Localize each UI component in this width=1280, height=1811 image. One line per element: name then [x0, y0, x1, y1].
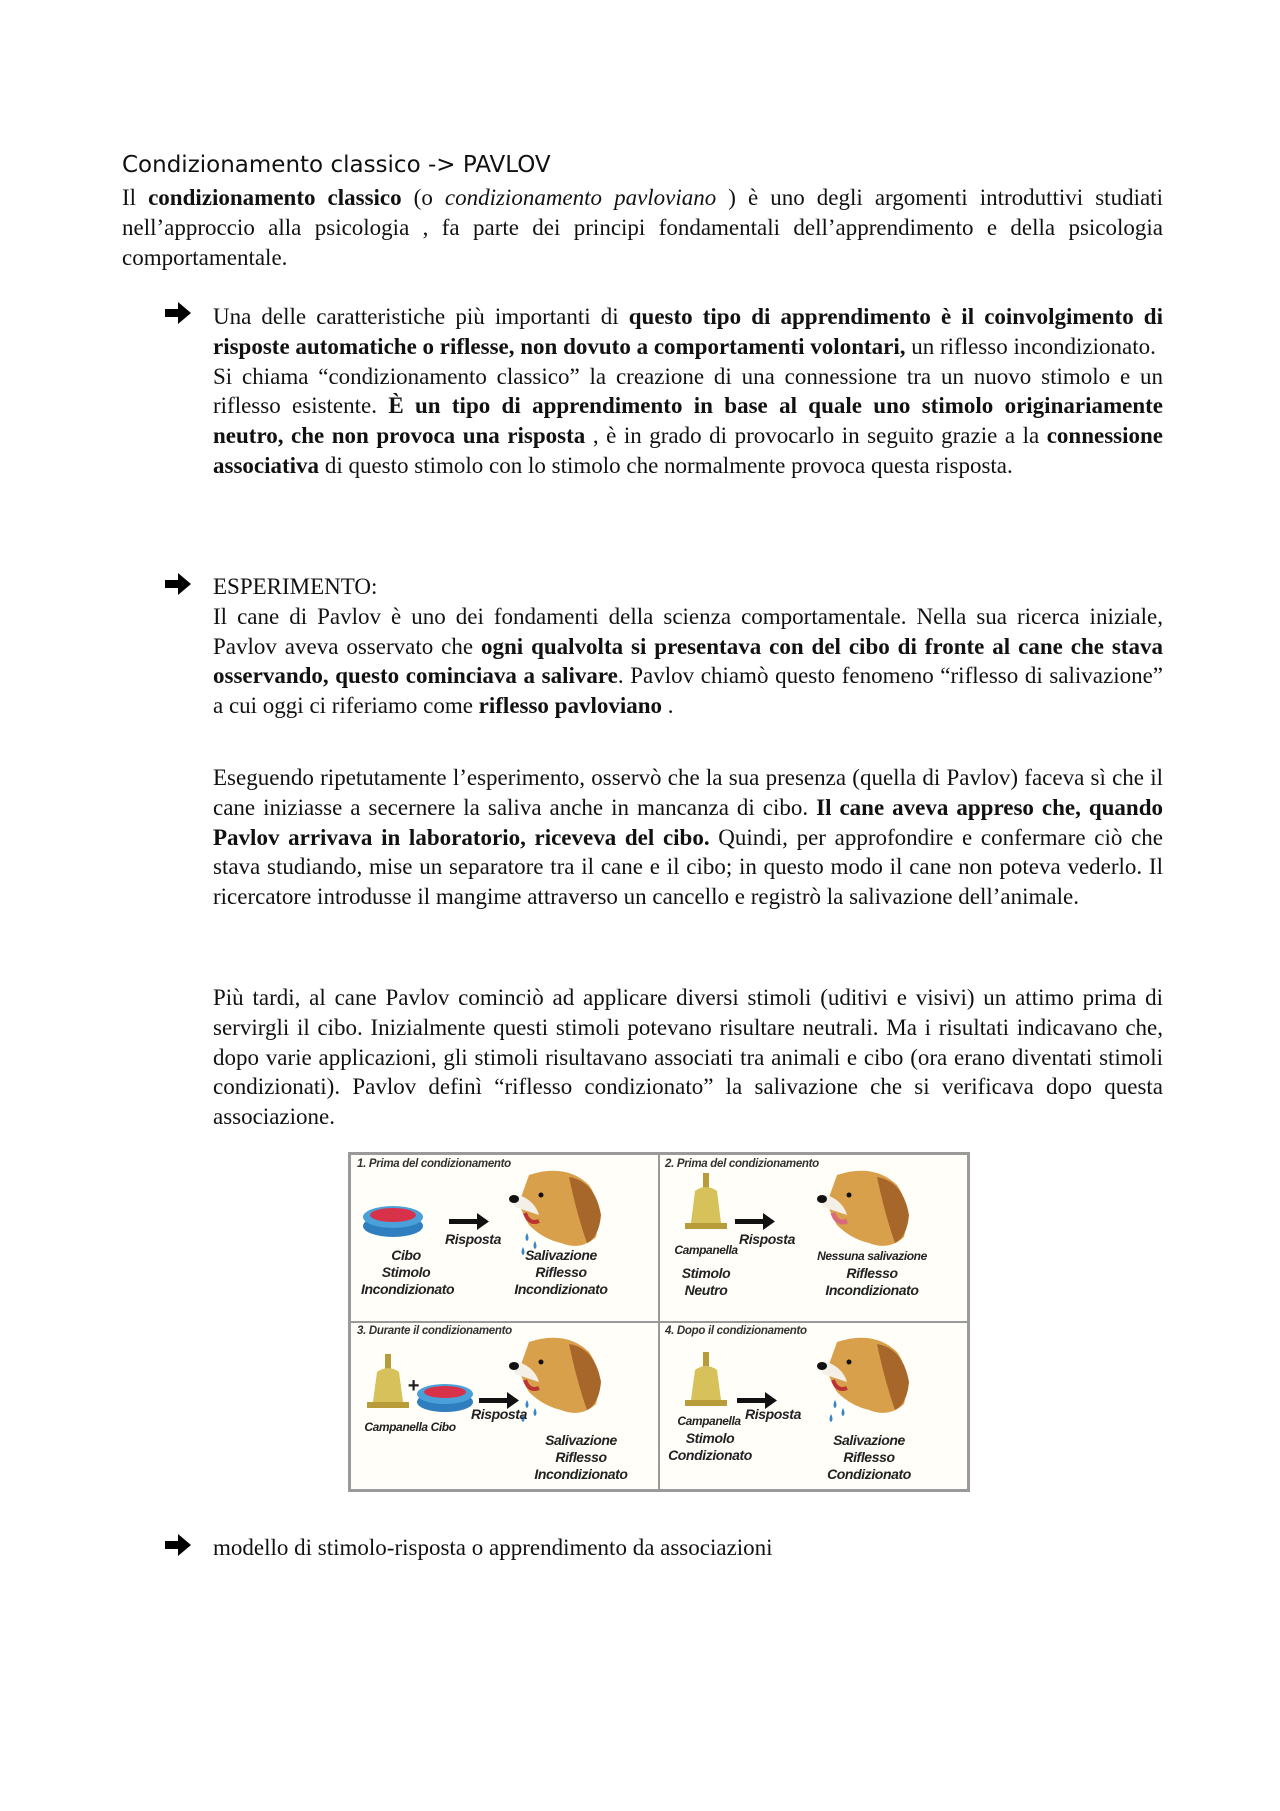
panel-3	[351, 1322, 659, 1489]
text: Eseguendo ripetutamente l’esperimento, osservò che la sua presenza (quella di Pavlov) faceva sì che il cane iniziasse a secernere la saliva anche in mancanza di cibo.	[213, 765, 1163, 820]
bold-text: connessione associativa	[213, 423, 1163, 478]
text: .	[662, 693, 674, 719]
panel-title: 2. Prima del condizionamento	[665, 1158, 819, 1170]
bell-icon	[367, 1354, 409, 1408]
text: (o	[401, 185, 445, 210]
text: Riflesso	[555, 1449, 607, 1465]
arrow-label: Risposta	[739, 1231, 795, 1247]
text: Stimolo	[381, 1264, 431, 1280]
text: Condizionato	[827, 1466, 911, 1482]
text: Riflesso	[535, 1264, 587, 1280]
page-title: Condizionamento classico -> PAVLOV	[122, 152, 551, 178]
text: Riflesso	[843, 1449, 895, 1465]
experiment-paragraph-3: Più tardi, al cane Pavlov cominciò ad applicare diversi stimoli (uditivi e visivi) un attimo prima di servirgli il cibo. Inizialmente questi stimoli potevano risultare neutrali. Ma i risultati indicavano che, dopo varie applicazioni, gli stimoli risultavano associati tra animali e cibo (ora erano diventati stimoli condizionati). Pavlov definì “riflesso condizionato” la salivazione che si verificava dopo questa associazione.	[213, 985, 1163, 1130]
response-label	[819, 1432, 919, 1483]
experiment-heading: ESPERIMENTO:	[213, 574, 378, 599]
intro-paragraph	[122, 183, 1163, 272]
text: Il cane di Pavlov è uno dei fondamenti della scienza comportamentale. Nella sua ricerca iniziale, Pavlov aveva osservato che	[213, 603, 1163, 659]
arrow-label: Risposta	[745, 1406, 801, 1422]
panel-4	[659, 1322, 967, 1489]
plus-sign: +	[407, 1375, 419, 1397]
bold-text: È un tipo di apprendimento in base al quale uno stimolo originariamente neutro, che non provoca una risposta	[213, 393, 1163, 449]
text: Quindi, per approfondire e confermare ciò che stava studiando, mise un separatore tra il cane e il cibo; in questo modo il cane non poteva vederlo. Il ricercatore introdusse il mangime attraverso un cancello e registrò la salivazione dell’animale.	[213, 824, 1163, 910]
bullet-paragraph-1	[213, 302, 1163, 481]
stimulus-label	[671, 1265, 741, 1299]
text: Incondizionato	[514, 1281, 608, 1297]
text: Salivazione	[545, 1432, 617, 1448]
text: Riflesso	[846, 1265, 898, 1281]
bell-icon	[685, 1352, 727, 1406]
panel-2	[659, 1155, 967, 1322]
text: un riflesso incondizionato.	[905, 333, 1156, 359]
text: ) è uno degli argomenti introduttivi studiati nell’approccio alla psicologia , fa parte dei principi fondamentali dell’apprendimento e della psicologia comportamentale.	[122, 185, 1163, 270]
arrow-bullet-icon	[163, 571, 193, 597]
text: , è in grado di provocarlo in seguito grazie a la	[585, 423, 1047, 449]
text: Neutro	[684, 1282, 728, 1298]
bullet-paragraph-3: modello di stimolo-risposta o apprendimento da associazioni	[213, 1535, 773, 1560]
arrow-label: Risposta	[471, 1406, 527, 1422]
text: di questo stimolo con lo stimolo che normalmente provoca questa risposta.	[319, 452, 1013, 478]
text: . Pavlov chiamò questo fenomeno “riflesso di salivazione” a cui oggi ci riferiamo come	[213, 663, 1163, 719]
response-label	[531, 1432, 631, 1483]
object-label: Campanella	[677, 1414, 741, 1428]
text: Una delle caratteristiche più importanti di	[213, 304, 629, 329]
right-arrow-icon	[449, 1213, 489, 1230]
text: Incondizionato	[825, 1282, 919, 1298]
text: Condizionato	[668, 1447, 752, 1463]
bold-text: riflesso pavloviano	[478, 693, 663, 719]
arrow-bullet-icon	[163, 1532, 193, 1558]
saliva-drops-icon	[830, 1400, 845, 1422]
text: Salivazione	[525, 1247, 597, 1263]
objects-label: Campanella Cibo	[364, 1420, 456, 1434]
bold-text: ogni qualvolta si presentava con del cibo di fronte al cane che stava osservando, questo cominciava a salivare	[213, 633, 1163, 689]
arrow-label: Risposta	[445, 1231, 501, 1247]
bell-icon	[685, 1173, 727, 1229]
object-label: Campanella	[674, 1243, 738, 1257]
response-label	[807, 1248, 937, 1299]
pavlov-conditioning-figure	[348, 1152, 970, 1492]
text: Stimolo	[685, 1430, 735, 1446]
bold-text: questo tipo di apprendimento è il coinvolgimento di risposte automatiche o riflesse, non dovuto a comportamenti volontari,	[213, 304, 1163, 359]
dog-icon	[509, 1338, 601, 1413]
dog-icon	[817, 1338, 909, 1413]
stimulus-label	[665, 1430, 755, 1464]
text: Salivazione	[833, 1432, 905, 1448]
stimulus-label	[361, 1247, 455, 1298]
italic-text: condizionamento pavloviano	[444, 185, 717, 210]
text: Si chiama “condizionamento classico” la creazione di una connessione tra un nuovo stimolo e un riflesso esistente.	[213, 363, 1163, 419]
text: Incondizionato	[361, 1281, 455, 1297]
bold-text: Il cane aveva appreso che, quando Pavlov arrivava in laboratorio, riceveva del cibo.	[213, 794, 1163, 850]
bold-text: condizionamento classico	[148, 185, 402, 210]
right-arrow-icon	[735, 1213, 775, 1230]
panel-title: 3. Durante il condizionamento	[357, 1325, 512, 1337]
response-label	[511, 1247, 611, 1298]
experiment-paragraph-2	[213, 763, 1163, 912]
text: Stimolo	[681, 1265, 731, 1281]
panel-title: 4. Dopo il condizionamento	[665, 1325, 807, 1337]
food-bowl-icon	[417, 1384, 473, 1412]
text: Il	[122, 185, 149, 210]
text: Incondizionato	[534, 1466, 628, 1482]
text: Cibo	[391, 1247, 421, 1263]
text: Nessuna salivazione	[817, 1249, 927, 1263]
dog-icon	[509, 1171, 601, 1246]
food-bowl-icon	[363, 1206, 423, 1237]
dog-icon	[817, 1171, 909, 1246]
bullet-paragraph-2	[213, 572, 1163, 721]
arrow-bullet-icon	[163, 300, 193, 326]
panel-1	[351, 1155, 659, 1322]
panel-title: 1. Prima del condizionamento	[357, 1158, 511, 1170]
